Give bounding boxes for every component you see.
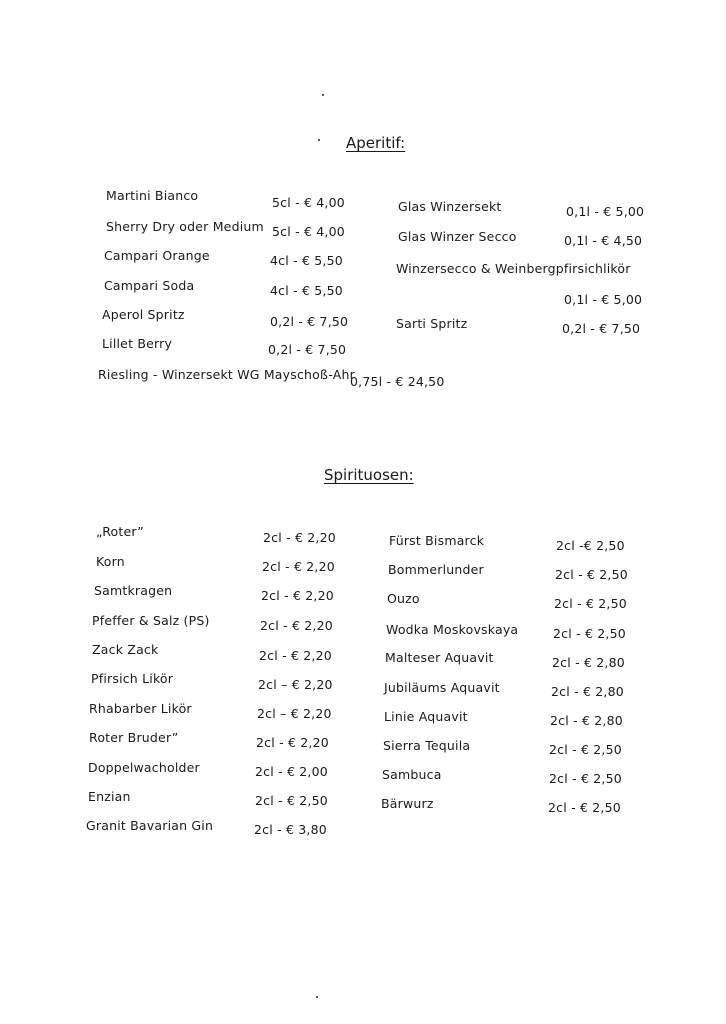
spirituosen-item-name: Fürst Bismarck xyxy=(389,533,485,548)
aperitif-item-price: 5cl - € 4,00 xyxy=(272,195,345,210)
spirituosen-item-price: 2cl - € 2,80 xyxy=(550,713,623,728)
spirituosen-item-name: Rhabarber Likör xyxy=(89,701,192,716)
spirituosen-item-name: Ouzo xyxy=(387,591,420,606)
spirituosen-item-name: Granit Bavarian Gin xyxy=(86,818,214,833)
aperitif-item-price: 0,1l - € 4,50 xyxy=(564,233,643,248)
spirituosen-item-name: Bommerlunder xyxy=(388,562,484,577)
aperitif-item-name: Martini Bianco xyxy=(106,188,199,203)
spirituosen-item-price: 2cl - € 3,80 xyxy=(254,822,327,837)
spirituosen-item-price: 2cl - € 2,50 xyxy=(553,626,626,641)
spirituosen-item-name: Wodka Moskovskaya xyxy=(386,622,519,637)
aperitif-item-price: 4cl - € 5,50 xyxy=(270,283,343,298)
spirituosen-item-price: 2cl - € 2,20 xyxy=(256,735,329,750)
aperitif-item-name: Riesling - Winzersekt WG Mayschoß-Ahr xyxy=(98,367,355,382)
aperitif-item-name: Lillet Berry xyxy=(102,336,173,351)
spirituosen-title: Spirituosen: xyxy=(324,466,414,484)
spirituosen-item-name: Malteser Aquavit xyxy=(385,650,494,665)
spirituosen-item-price: 2cl - € 2,00 xyxy=(255,764,328,779)
aperitif-item-name: Glas Winzersekt xyxy=(398,199,502,214)
spirituosen-item-price: 2cl – € 2,20 xyxy=(258,677,333,692)
spirituosen-item-price: 2cl -€ 2,50 xyxy=(556,538,625,553)
scan-speck xyxy=(322,94,324,96)
spirituosen-item-name: Sierra Tequila xyxy=(383,738,471,753)
spirituosen-item-name: Roter Bruder” xyxy=(89,730,179,745)
spirituosen-item-price: 2cl - € 2,50 xyxy=(549,771,622,786)
spirituosen-item-price: 2cl – € 2,20 xyxy=(257,706,332,721)
spirituosen-item-name: Samtkragen xyxy=(94,583,173,598)
spirituosen-item-price: 2cl - € 2,20 xyxy=(259,648,332,663)
spirituosen-item-price: 2cl - € 2,80 xyxy=(552,655,625,670)
spirituosen-item-name: Sambuca xyxy=(382,767,442,782)
spirituosen-item-price: 2cl - € 2,20 xyxy=(262,559,335,574)
aperitif-item-name: Winzersecco & Weinbergpfirsichlikör xyxy=(396,261,631,276)
aperitif-item-name: Campari Soda xyxy=(104,278,195,293)
spirituosen-item-price: 2cl - € 2,80 xyxy=(551,684,624,699)
aperitif-item-price: 0,2l - € 7,50 xyxy=(270,314,349,329)
spirituosen-item-name: Pfirsich Likör xyxy=(91,671,174,686)
aperitif-item-name: Aperol Spritz xyxy=(102,307,185,322)
aperitif-item-price: 4cl - € 5,50 xyxy=(270,253,343,268)
aperitif-item-price: 0,75l - € 24,50 xyxy=(350,374,445,389)
spirituosen-item-name: Korn xyxy=(96,554,125,569)
aperitif-item-price: 0,1l - € 5,00 xyxy=(566,204,645,219)
aperitif-item-name: Glas Winzer Secco xyxy=(398,229,517,244)
spirituosen-item-name: „Roter” xyxy=(96,524,144,539)
aperitif-item-name: Campari Orange xyxy=(104,248,210,263)
spirituosen-item-price: 2cl - € 2,50 xyxy=(548,800,621,815)
aperitif-item-price: 0,1l - € 5,00 xyxy=(564,292,643,307)
spirituosen-item-name: Zack Zack xyxy=(92,642,159,657)
scan-speck xyxy=(318,139,320,141)
spirituosen-item-name: Jubiläums Aquavit xyxy=(384,680,500,695)
spirituosen-item-name: Pfeffer & Salz (PS) xyxy=(92,613,210,628)
spirituosen-item-name: Bärwurz xyxy=(381,796,434,811)
aperitif-item-name: Sherry Dry oder Medium xyxy=(106,219,264,234)
spirituosen-item-price: 2cl - € 2,50 xyxy=(554,596,627,611)
spirituosen-item-price: 2cl - € 2,50 xyxy=(555,567,628,582)
spirituosen-item-price: 2cl - € 2,20 xyxy=(263,530,336,545)
aperitif-item-name: Sarti Spritz xyxy=(396,316,468,331)
spirituosen-item-name: Doppelwacholder xyxy=(88,760,200,775)
spirituosen-item-name: Enzian xyxy=(88,789,131,804)
aperitif-item-price: 5cl - € 4,00 xyxy=(272,224,345,239)
aperitif-title: Aperitif: xyxy=(346,134,406,152)
spirituosen-item-name: Linie Aquavit xyxy=(384,709,468,724)
spirituosen-item-price: 2cl - € 2,50 xyxy=(549,742,622,757)
spirituosen-item-price: 2cl - € 2,20 xyxy=(260,618,333,633)
spirituosen-item-price: 2cl - € 2,50 xyxy=(255,793,328,808)
spirituosen-item-price: 2cl - € 2,20 xyxy=(261,588,334,603)
aperitif-item-price: 0,2l - € 7,50 xyxy=(562,321,641,336)
scan-speck xyxy=(316,996,318,998)
aperitif-item-price: 0,2l - € 7,50 xyxy=(268,342,347,357)
